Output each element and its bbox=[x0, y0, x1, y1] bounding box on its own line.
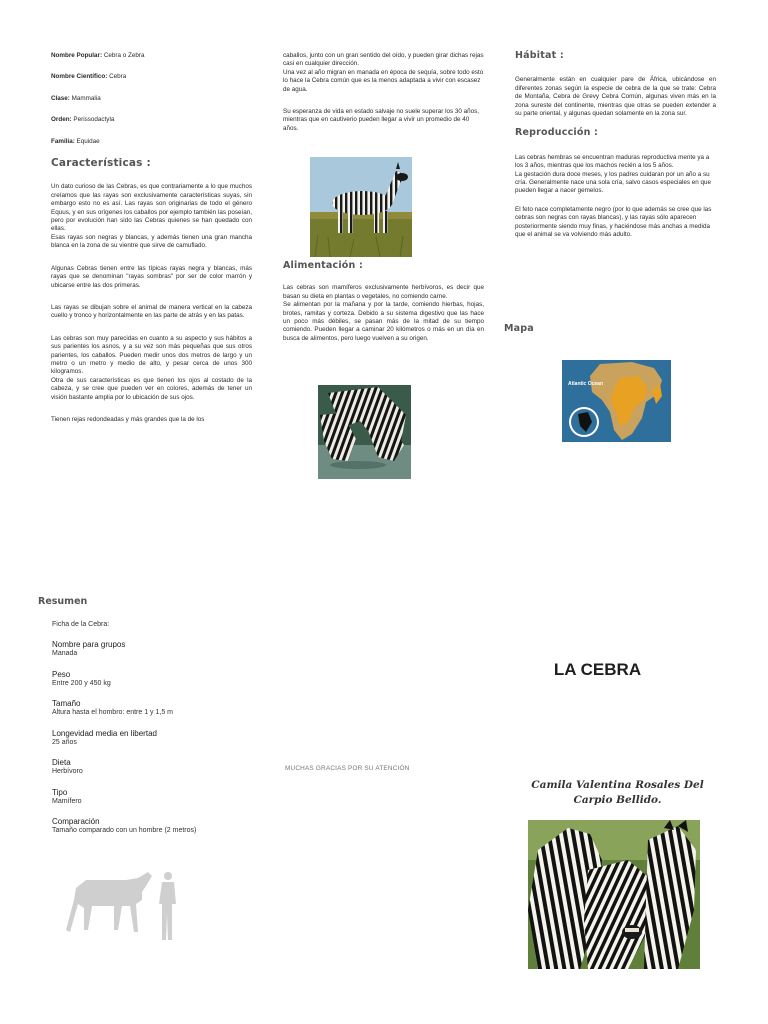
section-alimentacion bbox=[283, 262, 484, 350]
resumen-item bbox=[52, 788, 272, 806]
resumen-item-value: Herbívoro bbox=[52, 768, 83, 775]
alimentacion-p2: Se alimentan por la mañana y por la tarde, comiendo hierbas, hojas, brotes, ramitas y corteza. Debido a su sistema digestivo que las hace un poco más débiles, se pasan más de la mitad de su tiempo comiendo. Pueden llegar a caminar 20 kilómetros o más en un día en busca de alimentos, pero luego vuelven a su origen. bbox=[283, 301, 484, 342]
value-nombre-cientifico: Cebra bbox=[109, 73, 127, 81]
zebra-size-comparison bbox=[66, 870, 184, 942]
resumen-item-value: Altura hasta el hombro: entre 1 y 1,5 m bbox=[52, 709, 174, 716]
reproduccion-p1: Las cebras hembras se encuentran maduras reproductiva mente ya a los 3 años, mientras que los machos recién a los 5 años. bbox=[515, 153, 710, 170]
value-clase: Mammalia bbox=[71, 94, 101, 102]
label-nombre-popular: Nombre Popular: bbox=[51, 52, 103, 59]
reproduccion-p3: El feto nace completamente negro (por lo que además se cree que las cebras son negras con rayas blancas), y las rayas sólo aparecen posteriormente siendo muy finas, y haciéndose más anchas a medida que el animal se va volviendo más adulto. bbox=[515, 205, 712, 239]
resumen-item bbox=[52, 729, 272, 747]
field-clase bbox=[51, 95, 252, 103]
zebra-photo-standing bbox=[310, 157, 412, 257]
zebra-cover-photo bbox=[528, 820, 700, 969]
author-line-1: Camila Valentina Rosales Del bbox=[531, 779, 704, 791]
zebras-drinking-image bbox=[318, 385, 411, 479]
field-nombre-popular bbox=[51, 52, 252, 60]
field-nombre-cientifico bbox=[51, 73, 252, 81]
resumen-item-value: Entre 200 y 450 kg bbox=[52, 679, 111, 687]
resumen-item-value: Mamífero bbox=[52, 797, 82, 805]
cover-title: LA CEBRA bbox=[553, 660, 642, 679]
resumen-item-key: Dieta bbox=[52, 758, 71, 767]
heading-caracteristicas: Características : bbox=[51, 157, 151, 170]
resumen-item bbox=[52, 699, 272, 717]
caracteristicas-p4: Las rayas se dibujan sobre el animal de manera vertical en la cabeza cuello y tronco y horizontalmente en las parte de atrás y en las patas. bbox=[51, 303, 252, 320]
value-orden: Perissodactyla bbox=[73, 116, 115, 124]
reproduccion-p2: La gestación dura doce meses, y los padres cuidaran por un año a su cría. Generalmente nace una sola cría, salvo casos especiales en que pueden llegar a nacer gemelos. bbox=[515, 170, 712, 195]
col2-p1: caballos, junto con un gran sentido del oído, y pueden girar dichas rejas casi en cualquier dirección. bbox=[283, 52, 484, 68]
caracteristicas-p7: Tienen rejas redondeadas y más grandes que la de los bbox=[51, 415, 205, 423]
caracteristicas-p3: Algunas Cebras tienen entre las típicas rayas negra y blancas, más rayas que se denominan "rayas sombras" por ser de color marrón y ubicarse entre las dos primeras. bbox=[51, 264, 252, 289]
heading-alimentacion: Alimentación : bbox=[283, 260, 364, 271]
col2-p2: Una vez al año migran en manada en época de sequía, sobre todo esto lo hace la Cebra común que es la menos adaptada a vivir con escasez de agua. bbox=[283, 68, 484, 93]
africa-map bbox=[562, 360, 671, 442]
resumen-item-key: Nombre para grupos bbox=[52, 640, 126, 649]
field-familia bbox=[51, 138, 252, 146]
resumen-item-key: Tamaño bbox=[52, 699, 81, 708]
resumen-item bbox=[52, 670, 272, 688]
resumen-item bbox=[52, 758, 272, 776]
zebra-photo-drinking bbox=[318, 385, 411, 479]
resumen-item-value: Manada bbox=[52, 650, 78, 657]
alimentacion-p1: Las cebras son mamíferos exclusivamente herbívoros, es decir que basan su dieta en plantas o vegetales, no comiendo carne. bbox=[283, 284, 484, 300]
thanks-note: MUCHAS GRACIAS POR SU ATENCIÓN bbox=[285, 765, 410, 772]
resumen-item-key: Peso bbox=[52, 669, 71, 679]
heading-habitat: Hábitat : bbox=[515, 50, 564, 61]
caracteristicas-p1: Un dato curioso de las Cebras, es que contrariamente a lo que muchos creíamos que las rayas son exclusivamente características suyas, sin embargo esto no es así. Las rayas son originarias de todo el género Equus, y en sus orígenes los caballos por ejemplo también las poseían, pero por evolución han sido las Cebras quienes se han quedado con ellas. bbox=[51, 183, 252, 233]
resumen-item-value: Tamaño comparado con un hombre (2 metros) bbox=[52, 827, 197, 834]
map-ocean-label: Atlantic Ocean bbox=[568, 381, 604, 387]
label-orden: Orden: bbox=[51, 116, 72, 124]
column-right bbox=[515, 52, 716, 247]
value-nombre-popular: Cebra o Zebra bbox=[103, 52, 145, 59]
label-familia: Familia: bbox=[51, 137, 75, 145]
africa-map-image bbox=[562, 360, 671, 442]
field-orden bbox=[51, 116, 252, 124]
value-familia: Equidae bbox=[76, 137, 100, 145]
resumen-item-key: Tipo bbox=[52, 787, 68, 797]
caracteristicas-p6: Otra de sus características es que tienen los ojos al costado de la cabeza, y se cree que pueden ver en colores, además de tener un visión bastante amplia por lo ubicación de sus ojos. bbox=[51, 376, 252, 401]
zebra-standing-image bbox=[310, 157, 412, 257]
resumen-item bbox=[52, 817, 272, 835]
resumen-panel bbox=[38, 596, 268, 834]
resumen-item-value: 25 años bbox=[52, 738, 77, 746]
resumen-intro: Ficha de la Cebra: bbox=[52, 621, 110, 628]
resumen-item-key: Longevidad media en libertad bbox=[52, 728, 157, 738]
column-left bbox=[51, 52, 252, 431]
zebras-cover-image bbox=[528, 820, 700, 969]
author-name bbox=[525, 778, 710, 808]
caracteristicas-p5: Las cebras son muy parecidas en cuanto a su aspecto y sus hábitos a sus parientes los asnos, y a su vez son más pequeñas que sus otros parientes, los caballos. Pueden medir unos dos metros de largo y un metro o un metro y medio de alto, y pesar cerca de unos 300 kilogramos. bbox=[51, 334, 252, 376]
author-line-2: Carpio Bellido. bbox=[573, 794, 662, 806]
label-clase: Clase: bbox=[51, 94, 70, 102]
label-nombre-cientifico: Nombre Científico: bbox=[51, 73, 108, 81]
resumen-item bbox=[52, 640, 272, 658]
heading-reproduccion: Reproducción : bbox=[515, 127, 599, 139]
heading-resumen: Resumen bbox=[38, 596, 88, 607]
zebra-vs-human-silhouette bbox=[66, 870, 184, 942]
column-middle bbox=[283, 52, 484, 140]
col2-p3: Su esperanza de vida en estado salvaje no suele superar los 30 años, mientras que en cautiverio pueden llegar a vivir un promedio de 40 años. bbox=[283, 108, 480, 132]
caracteristicas-p2: Esas rayas son negras y blancas, y además tienen una gran mancha blanca en la zona de su vientre que sirve de camuflado. bbox=[51, 233, 252, 250]
heading-mapa: Mapa bbox=[504, 323, 534, 334]
resumen-item-key: Comparación bbox=[52, 817, 100, 826]
habitat-p1: Generalmente están en cualquier pare de África, ubicándose en diferentes zonas según la especie de cebra de la que se trate: Cebra de Montaña, Cebra de Grevy Cebra Común, algunas viven más en la zona sureste del continente, mientras que otras se pueden extender a su parte oriental, y algunas quedan solamente en la zona sur. bbox=[515, 76, 716, 118]
